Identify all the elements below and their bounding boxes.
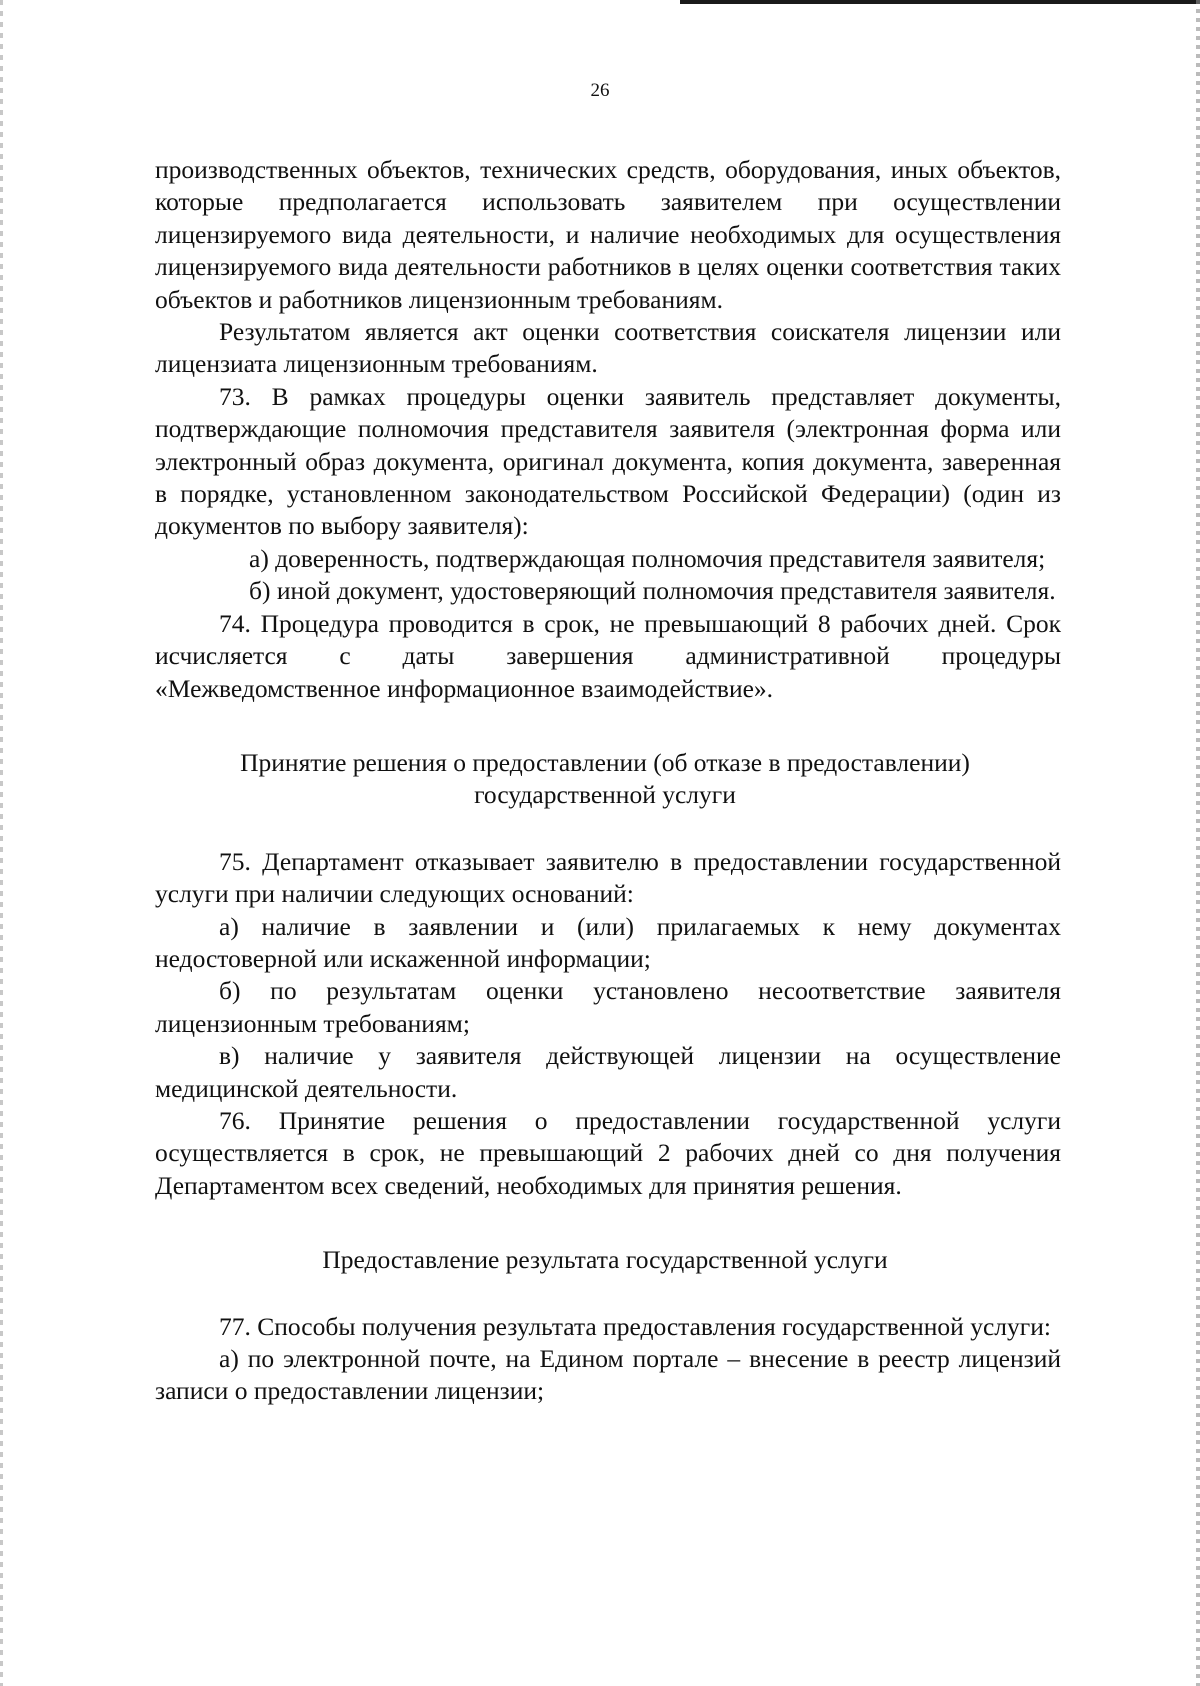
paragraph-facilities: производственных объектов, технических средств, оборудования, иных объектов, которые предполагается использовать заявителем при осуществлении лицензируемого вида деятельности, и наличие необходимых для осуществления лицензируемого вида деятельности работников в целях оценки соответствия таких объектов и работников лицензионным требованиям. — [155, 155, 1061, 314]
scan-edge-left — [0, 0, 3, 1686]
section-gap — [155, 705, 1061, 747]
scan-edge-right — [1196, 0, 1200, 1686]
paragraph-77: 77. Способы получения результата предоставления государственной услуги: — [219, 1311, 1051, 1341]
paragraph-73-a: а) доверенность, подтверждающая полномочия представителя заявителя; — [249, 543, 1046, 573]
section-gap — [155, 812, 1061, 846]
paragraph-75-b: б) по результатам оценки установлено несоответствие заявителя лицензионным требованиям; — [155, 976, 1061, 1038]
section-heading-decision-line1: Принятие решения о предоставлении (об отказе в предоставлении) — [240, 747, 970, 777]
section-heading-result: Предоставление результата государственной услуги — [322, 1245, 888, 1275]
document-body — [155, 154, 1061, 1408]
paragraph-75-a: а) наличие в заявлении и (или) прилагаемых к нему документах недостоверной или искаженной информации; — [155, 911, 1061, 973]
scan-edge-top — [680, 0, 1200, 4]
paragraph-77-a: а) по электронной почте, на Едином портале – внесение в реестр лицензий записи о предоставлении лицензии; — [155, 1344, 1061, 1406]
paragraph-73: 73. В рамках процедуры оценки заявитель представляет документы, подтверждающие полномочия представителя заявителя (электронная форма или электронный образ документа, оригинал документа, копия документа, заверенная в порядке, установленном законодательством Российской Федерации) (один из документов по выбору заявителя): — [155, 381, 1061, 541]
section-heading-decision-line2: государственной услуги — [474, 780, 736, 810]
paragraph-73-b: б) иной документ, удостоверяющий полномочия представителя заявителя. — [249, 576, 1056, 606]
paragraph-76: 76. Принятие решения о предоставлении государственной услуги осуществляется в срок, не превышающий 2 рабочих дней со дня получения Департаментом всех сведений, необходимых для принятия решения. — [155, 1105, 1061, 1200]
paragraph-result-act: Результатом является акт оценки соответствия соискателя лицензии или лицензиата лицензионным требованиям. — [155, 317, 1061, 379]
paragraph-75: 75. Департамент отказывает заявителю в предоставлении государственной услуги при наличии следующих оснований: — [155, 846, 1061, 909]
paragraph-74: 74. Процедура проводится в срок, не превышающий 8 рабочих дней. Срок исчисляется с даты завершения административной процедуры «Межведомственное информационное взаимодействие». — [155, 608, 1061, 703]
section-gap — [155, 1277, 1061, 1311]
page-number: 26 — [590, 80, 610, 101]
paragraph-75-v: в) наличие у заявителя действующей лицензии на осуществление медицинской деятельности. — [155, 1041, 1061, 1103]
section-gap — [155, 1202, 1061, 1244]
